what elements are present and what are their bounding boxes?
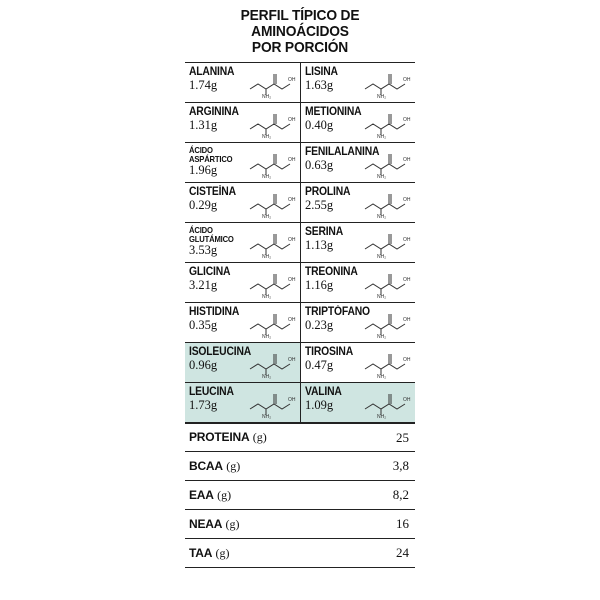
threonine-structure-icon: [362, 267, 412, 299]
summary-row: [185, 539, 415, 568]
amino-acid-name: LISINA: [305, 66, 338, 78]
svg-text:NH₂: NH₂: [262, 254, 272, 259]
summary-row: [185, 452, 415, 481]
amino-acid-name: ÁCIDO: [189, 145, 213, 155]
amino-acid-cell: [185, 143, 300, 183]
arginine-structure-icon: [247, 107, 297, 139]
amino-acid-cell: [185, 183, 300, 223]
amino-acid-name: LEUCINA: [189, 386, 234, 398]
amino-acid-name: TREONINA: [305, 266, 358, 278]
svg-text:NH₂: NH₂: [262, 94, 272, 99]
svg-text:OH: OH: [403, 317, 411, 323]
svg-text:OH: OH: [403, 357, 411, 363]
svg-text:NH₂: NH₂: [262, 294, 272, 299]
amino-acid-name: CISTEÍNA: [189, 186, 236, 198]
summary-label: [189, 488, 231, 503]
summary-label: [189, 546, 230, 561]
summary-value: 8,2: [392, 487, 409, 502]
amino-acid-amount: 3.21g: [189, 278, 218, 292]
amino-acid-cell: [185, 63, 300, 103]
svg-text:NH₂: NH₂: [377, 374, 387, 379]
amino-acid-name: METIONINA: [305, 106, 362, 118]
amino-acid-amount: 1.13g: [305, 238, 334, 252]
summary-label-name: BCAA: [189, 458, 223, 473]
amino-acid-name: TIROSINA: [305, 346, 354, 358]
amino-acid-name: ARGININA: [189, 106, 239, 118]
amino-acid-cell: [185, 343, 300, 383]
svg-text:NH₂: NH₂: [377, 94, 387, 99]
svg-text:OH: OH: [288, 197, 296, 203]
amino-acid-cell: [185, 223, 300, 263]
summary-label-name: TAA: [189, 545, 213, 560]
valine-structure-icon: [362, 387, 412, 419]
title-line-2: POR PORCIÓN: [251, 39, 349, 56]
amino-acid-amount: 2.55g: [305, 198, 334, 212]
tryptophan-structure-icon: [362, 307, 412, 339]
svg-text:OH: OH: [403, 397, 411, 403]
proline-structure-icon: [362, 187, 412, 219]
amino-acid-amount: 1.63g: [305, 78, 334, 92]
amino-acid-amount: 1.09g: [305, 398, 334, 412]
histidine-structure-icon: [247, 307, 297, 339]
summary-value: 16: [396, 516, 409, 531]
svg-text:NH₂: NH₂: [377, 334, 387, 339]
summary-label: [189, 430, 267, 445]
amino-acid-amount: 1.73g: [189, 398, 218, 412]
summary-label-unit: (g): [217, 487, 232, 502]
amino-acid-name: ASPÁRTICO: [189, 153, 233, 164]
svg-text:OH: OH: [288, 357, 296, 363]
amino-acid-amount: 0.40g: [305, 118, 334, 132]
tyrosine-structure-icon: [362, 347, 412, 379]
svg-text:OH: OH: [288, 157, 296, 163]
amino-acid-amount: 1.16g: [305, 278, 334, 292]
svg-text:NH₂: NH₂: [262, 174, 272, 179]
amino-acid-cell: [300, 223, 415, 263]
amino-acid-cell: [185, 383, 300, 423]
summary-table: [185, 423, 415, 568]
amino-acid-cell: [300, 263, 415, 303]
svg-text:OH: OH: [288, 237, 296, 243]
svg-text:NH₂: NH₂: [262, 134, 272, 139]
amino-acid-cell: [300, 63, 415, 103]
glutamic-acid-structure-icon: [247, 227, 297, 259]
amino-acid-name: ALANINA: [189, 66, 235, 78]
serine-structure-icon: [362, 227, 412, 259]
svg-text:NH₂: NH₂: [377, 174, 387, 179]
amino-acid-cell: [300, 143, 415, 183]
summary-label-name: NEAA: [189, 516, 223, 531]
amino-acid-cell: [185, 303, 300, 343]
amino-acid-name: VALINA: [305, 386, 342, 398]
summary-label-name: PROTEINA: [189, 430, 250, 444]
svg-text:NH₂: NH₂: [377, 254, 387, 259]
svg-text:NH₂: NH₂: [377, 294, 387, 299]
summary-label-name: EAA: [189, 487, 214, 502]
svg-text:OH: OH: [403, 277, 411, 283]
amino-acid-name: ISOLEUCINA: [189, 346, 252, 358]
svg-text:NH₂: NH₂: [377, 414, 387, 419]
amino-acid-amount: 0.35g: [189, 318, 218, 332]
amino-acid-amount: 0.63g: [305, 158, 334, 172]
svg-text:OH: OH: [288, 277, 296, 283]
summary-row: [185, 510, 415, 539]
svg-text:NH₂: NH₂: [262, 334, 272, 339]
amino-acid-amount: 1.96g: [189, 163, 218, 177]
amino-acid-name: FENILALANINA: [305, 146, 380, 158]
summary-row: [185, 423, 415, 452]
amino-acid-amount: 0.29g: [189, 198, 218, 212]
title-line-1: PERFIL TÍPICO DE AMINOÁCIDOS: [240, 7, 360, 40]
summary-label: [189, 459, 240, 474]
summary-value: 24: [396, 545, 409, 560]
lysine-structure-icon: [362, 67, 412, 99]
svg-text:OH: OH: [403, 77, 411, 83]
aspartic-acid-structure-icon: [247, 147, 297, 179]
amino-acid-amount: 0.96g: [189, 358, 218, 372]
svg-text:NH₂: NH₂: [262, 214, 272, 219]
cysteine-structure-icon: [247, 187, 297, 219]
isoleucine-structure-icon: [247, 347, 297, 379]
amino-acid-name: SERINA: [305, 226, 344, 238]
amino-acid-cell: [300, 343, 415, 383]
svg-text:OH: OH: [403, 157, 411, 163]
amino-acid-cell: [300, 303, 415, 343]
phenylalanine-structure-icon: [362, 147, 412, 179]
amino-acid-cell: [300, 103, 415, 143]
amino-acid-name: HISTIDINA: [189, 306, 240, 318]
leucine-structure-icon: [247, 387, 297, 419]
amino-acid-name: GLUTÁMICO: [189, 233, 234, 244]
summary-label-unit: (g): [226, 458, 241, 473]
amino-acid-grid: [185, 62, 415, 423]
amino-acid-cell: [185, 263, 300, 303]
summary-label: [189, 517, 240, 532]
amino-acid-cell: [185, 103, 300, 143]
svg-text:OH: OH: [403, 237, 411, 243]
amino-acid-cell: [300, 383, 415, 423]
svg-text:NH₂: NH₂: [262, 374, 272, 379]
amino-acid-amount: 1.31g: [189, 118, 218, 132]
summary-value: 25: [396, 429, 409, 445]
svg-text:OH: OH: [403, 197, 411, 203]
alanine-structure-icon: [247, 67, 297, 99]
svg-text:NH₂: NH₂: [377, 134, 387, 139]
glycine-structure-icon: [247, 267, 297, 299]
amino-acid-profile-panel: [185, 8, 415, 568]
summary-label-unit: (g): [215, 545, 230, 560]
amino-acid-name: ÁCIDO: [189, 225, 213, 235]
amino-acid-name: PROLINA: [305, 186, 351, 198]
summary-label-unit: (g): [225, 516, 240, 531]
svg-text:OH: OH: [288, 397, 296, 403]
amino-acid-amount: 3.53g: [189, 243, 218, 257]
svg-text:OH: OH: [288, 317, 296, 323]
amino-acid-amount: 0.47g: [305, 358, 334, 372]
amino-acid-amount: 1.74g: [189, 78, 218, 92]
amino-acid-name: GLICINA: [189, 266, 231, 278]
amino-acid-cell: [300, 183, 415, 223]
amino-acid-name: TRIPTÓFANO: [305, 306, 370, 318]
svg-text:OH: OH: [288, 117, 296, 123]
summary-label-unit: (g): [252, 430, 267, 444]
svg-text:NH₂: NH₂: [377, 214, 387, 219]
methionine-structure-icon: [362, 107, 412, 139]
summary-row: [185, 481, 415, 510]
svg-text:OH: OH: [403, 117, 411, 123]
svg-text:OH: OH: [288, 77, 296, 83]
svg-text:NH₂: NH₂: [262, 414, 272, 419]
profile-title: [185, 8, 415, 56]
amino-acid-amount: 0.23g: [305, 318, 334, 332]
summary-value: 3,8: [392, 458, 409, 473]
